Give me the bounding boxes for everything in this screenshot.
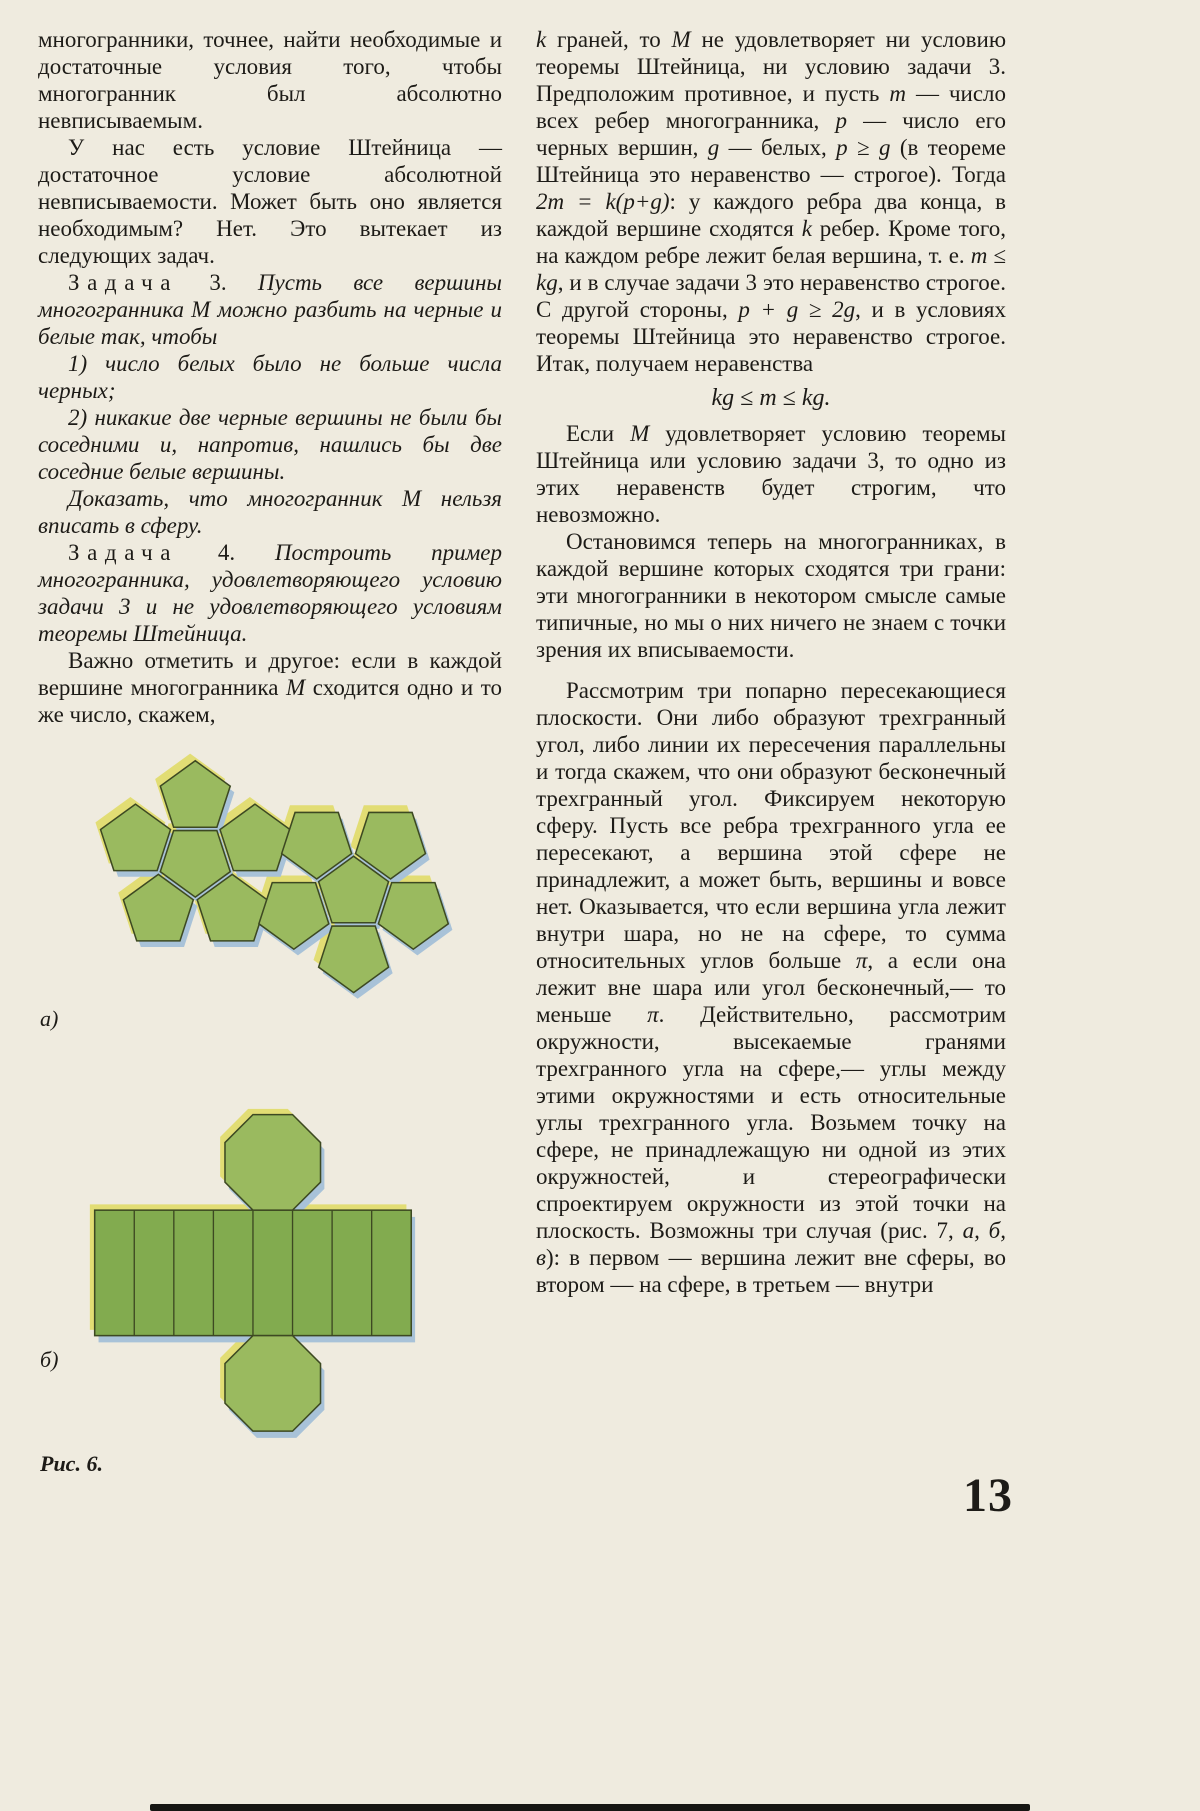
math-text: p ≥ g [836,135,891,160]
text-segment: удовлетворяет условию теоремы Штейница или условию задачи 3, то одно из этих неравенств будет строгим, что невозможно. [536,421,1006,527]
text-segment: 2) никакие две черные вершины не были бы соседними и, напротив, нашлись бы две соседние белые вершины. [38,405,502,484]
paragraph [38,269,502,350]
math-text: m [889,81,907,106]
text-segment: Если [566,421,631,446]
text-segment: не удовлетворяет ни условию теоремы Штейница, ни условию задачи 3. Предположим противное, и пусть [536,27,1007,106]
bottom-octagon [225,1336,321,1432]
text-segment: , а если она лежит вне шара или угол бесконечный,— то меньше [536,948,1006,1027]
text-segment: сходится одно и то же число, скажем, [38,675,503,727]
math-text: М [630,421,650,446]
figure-a-dodecahedron-net [88,750,468,1003]
right-column-text [536,26,1006,1298]
text-segment: 3. [178,270,258,295]
text-segment: , и в условиях теоремы Штейница это неравенство строгое. Итак, получаем неравенства [536,297,1006,376]
text-segment: (в теореме Штейница это неравенство — строгое). Тогда [536,135,1006,187]
scan-edge-artifact [150,1804,1030,1811]
left-column-text [38,26,502,728]
formula [536,385,1006,412]
figure-b-label: б) [40,1347,59,1373]
paragraph [38,350,502,404]
figure-b-wrapper [38,1104,502,1442]
math-text: π [647,1002,659,1027]
text-segment: — число его черных вершин, [536,108,1006,160]
math-text: М [671,27,691,52]
text-segment: — число всех ребер многогранника, [536,81,1007,133]
paragraph [536,26,1006,377]
text-segment: Рассмотрим три попарно пересекающиеся плоскости. Они либо образуют трехгранный угол, либо линии их пересечения параллельны и тогда скажем, что они образуют бесконечный трехгранный угол. Фиксируем некоторую сферу. Пусть все ребра трехгранного угла ее пересекают, а вершина этой сфере не принадлежит, а может быть, вершины и вовсе нет. Оказывается, что если вершина угла лежит внутри шара, но не на сфере, то сумма относительных углов больше [536,678,1006,973]
figure-caption: Рис. 6. [40,1451,103,1477]
paragraph [38,26,502,134]
paragraph [38,485,502,539]
paragraph [536,528,1006,663]
paragraph [38,404,502,485]
text-segment: Доказать, что многогранник М нельзя вписать в сферу. [38,486,502,538]
text-segment: Задача [68,270,179,295]
text-segment: а, б, в [536,1218,1006,1270]
paragraph [38,134,502,269]
right-column [536,26,1006,1298]
text-segment: 4. [178,540,275,565]
math-text: М [286,675,306,700]
text-segment: — белых, [719,135,837,160]
paragraph [536,677,1006,1298]
left-column [38,26,502,1477]
math-text: g [707,135,720,160]
math-text: p + g ≥ 2g [738,297,856,322]
text-segment: : у каждого ребра два конца, в каждой вершине сходятся [536,189,1006,241]
text-segment: Задача [68,540,179,565]
prism-net-shapes [95,1115,412,1432]
text-segment: Остановимся теперь на многогранниках, в каждой вершине которых сходятся три грани: эти многогранники в некотором смысле самые типичные, но мы о них ничего не знаем с точки зрения их вписываемости. [536,529,1006,662]
text-segment: ребер. Кроме того, на каждом ребре лежит белая вершина, т. е. [536,216,1006,268]
text-segment: ): в первом — вершина лежит вне сферы, во втором — на сфере, в третьем — внутри [536,1245,1006,1297]
math-text: m ≤ kg [536,243,1006,295]
text-segment: Пусть все вершины многогранника М можно разбить на черные и белые так, чтобы [38,270,502,349]
text-segment: Важно отметить и другое: если в каждой вершине многогранника [38,648,502,700]
paragraph [38,539,502,647]
figure-a-label: а) [40,1006,59,1032]
text-segment: граней, то [546,27,672,52]
math-text: k [801,216,812,241]
text-segment: многогранники, точнее, найти необходимые и достаточные условия того, чтобы многогранник был абсолютно невписываемым. [38,27,502,133]
text-segment: Построить пример многогранника, удовлетворяющего условию задачи 3 и не удовлетворяющего условиям теоремы Штейница. [38,540,502,646]
text-segment: , и в случае задачи 3 это неравенство строгое. С другой стороны, [536,270,1006,322]
text-segment: 1) число белых было не больше числа черных; [38,351,502,403]
math-text: 2m = k(p+g) [536,189,670,214]
math-text: π [855,948,868,973]
paragraph [38,647,502,728]
math-text: k [536,27,547,52]
page-number: 13 [963,1469,1013,1522]
math-text: kg ≤ m ≤ kg. [711,385,831,411]
math-text: p [835,108,847,133]
figure-b-octagonal-prism-net [86,1104,418,1442]
text-segment: . Действительно, рассмотрим окружности, высекаемые гранями трехгранного угла на сфере,— углы между этими окружностями и есть относительные углы трехгранного угла. Возьмем точку на сфере, не принадлежащую ни одной из этих окружностей, и стереографически спроектируем окружности из этой точки на плоскость. Возможны три случая (рис. 7, [536,1002,1006,1243]
top-octagon [225,1115,321,1211]
paragraph [536,420,1006,528]
text-segment: У нас есть условие Штейница — достаточное условие абсолютной невписываемости. Может быть оно является необходимым? Нет. Это вытекает из следующих задач. [38,135,502,268]
